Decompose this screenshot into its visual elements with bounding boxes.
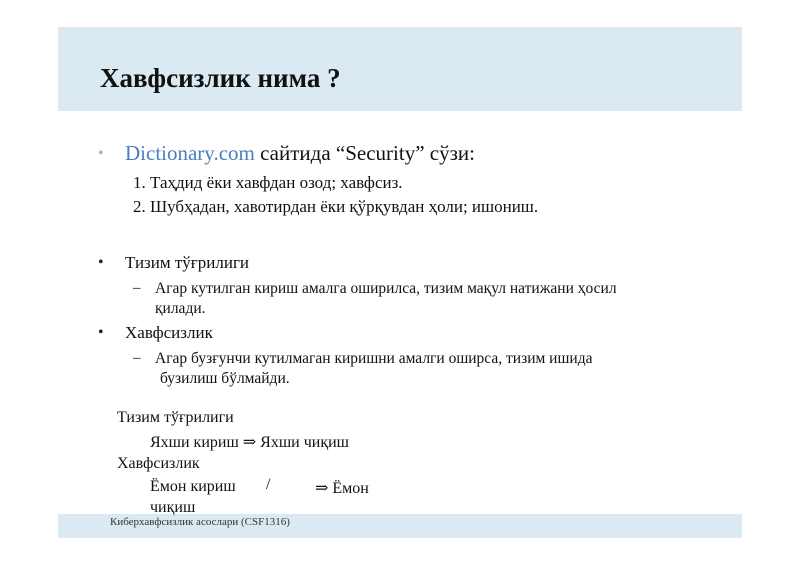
dash-icon: – [133,280,141,296]
summary-security-left: Ёмон кириш [150,478,236,495]
correctness-detail-line1: Агар кутилган кириш амалга оширилса, тизим мақул натижани ҳосил [155,280,617,297]
summary-correctness-label: Тизим тўғрилиги [117,409,234,426]
bullet-heading-correctness: Тизим тўғрилиги [125,253,250,272]
dictionary-link[interactable]: Dictionary.com [125,141,255,165]
intro-line [125,141,475,166]
summary-security-slash: / [266,476,271,493]
dash-icon: – [133,350,141,366]
footer-text: Киберхавфсизлик асослари (CSF1316) [110,516,290,528]
definition-2: 2. Шубҳадан, хавотирдан ёки қўрқувдан ҳоли; ишониш. [133,197,539,216]
security-detail-line1: Агар бузғунчи кутилмаган киришни амалги оширса, тизим ишида [155,350,593,367]
definition-1: 1. Таҳдид ёки хавфдан озод; хавфсиз. [133,173,403,192]
intro-text: сайтида “Security” сўзи: [254,141,475,165]
summary-security-label: Хавфсизлик [117,455,200,472]
bullet-heading-security: Хавфсизлик [125,323,213,342]
bullet-icon: • [98,254,104,271]
bullet-icon: • [98,324,104,341]
security-detail-line2: бузилиш бўлмайди. [160,370,290,387]
correctness-detail-line2: қилади. [155,300,206,317]
bullet-icon: • [98,145,104,162]
summary-correctness-rule: Яхши кириш ⇒ Яхши чиқиш [150,434,349,451]
slide-title: Хавфсизлик нима ? [100,63,341,93]
summary-security-wrap: чиқиш [150,499,196,516]
summary-security-right: ⇒ Ёмон [315,480,369,497]
